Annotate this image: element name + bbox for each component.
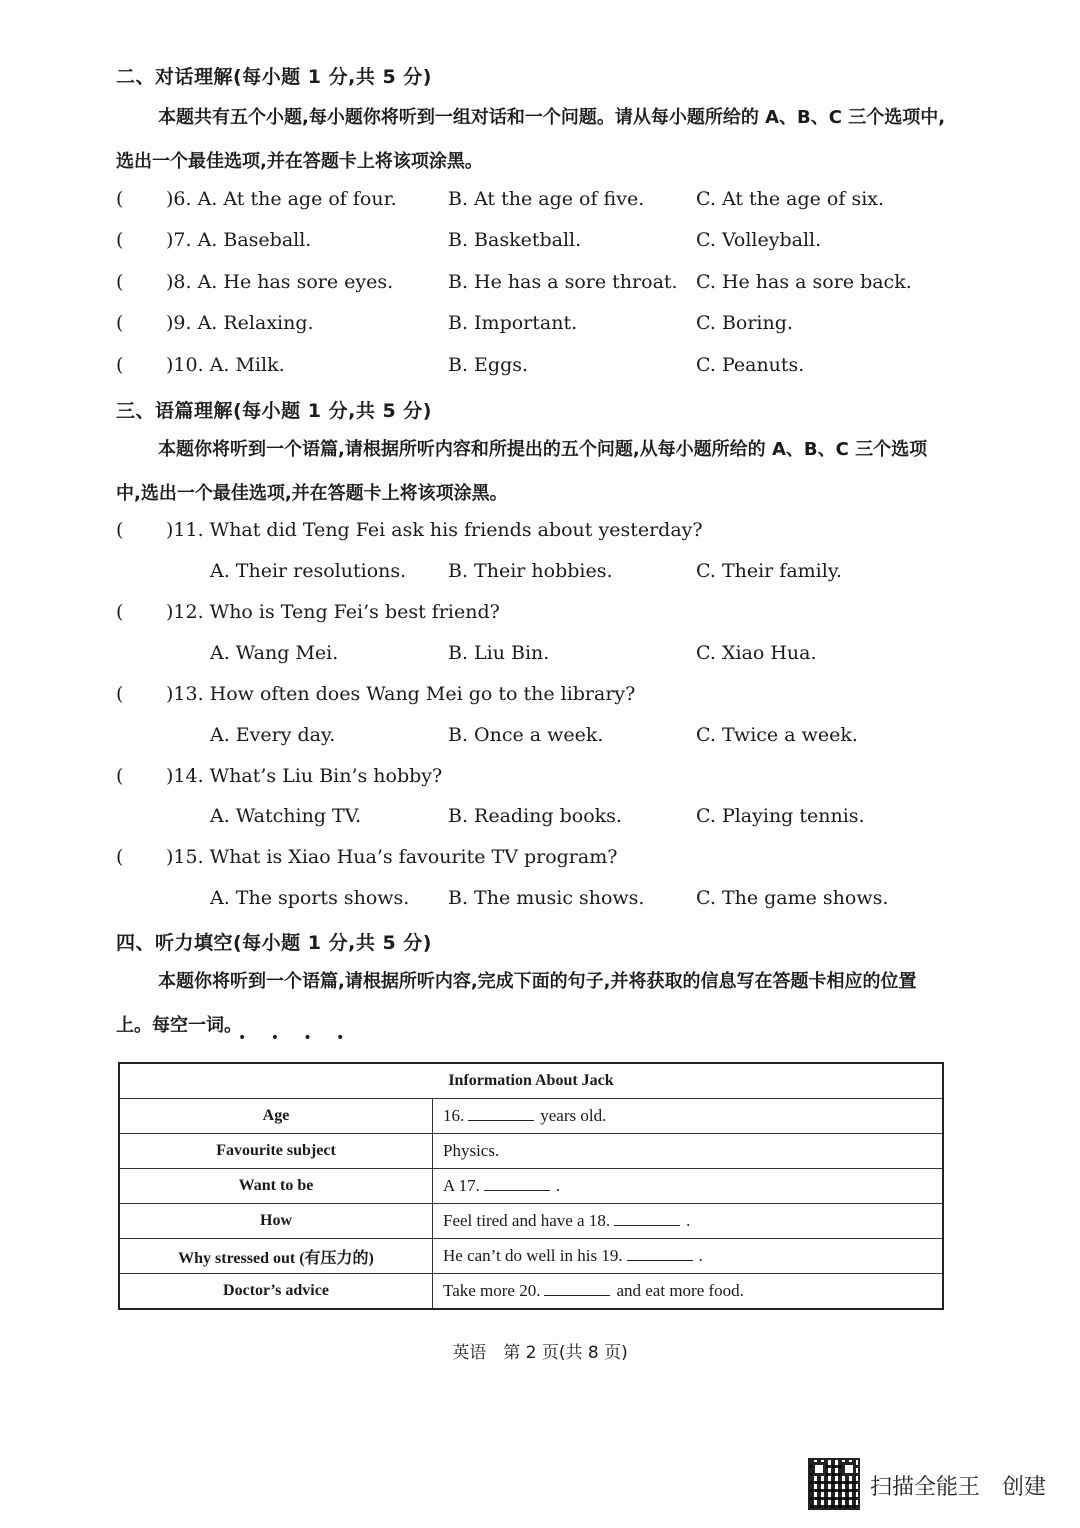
answer-blank-17[interactable]: [484, 1176, 550, 1191]
value-suffix: .: [555, 1176, 561, 1195]
answer-paren[interactable]: (: [116, 312, 124, 334]
option-b: B. Important.: [448, 312, 578, 334]
option-c: C. He has a sore back.: [696, 271, 912, 293]
qr-code-icon: [808, 1458, 860, 1510]
answer-blank-16[interactable]: [468, 1106, 534, 1121]
option-c: C. At the age of six.: [696, 188, 885, 210]
option-c: C. Volleyball.: [696, 229, 822, 251]
option-b: B. Reading books.: [448, 805, 622, 827]
question-14: [116, 765, 956, 795]
value-suffix: years old.: [540, 1106, 607, 1125]
answer-paren[interactable]: (: [116, 846, 124, 868]
option-c: C. Their family.: [696, 560, 843, 582]
row-value: [433, 1134, 944, 1169]
value-prefix: A 17.: [443, 1176, 480, 1195]
row-label: Age: [119, 1099, 433, 1134]
value-prefix: He can’t do well in his 19.: [443, 1246, 623, 1265]
question-12-options: [116, 642, 956, 672]
info-table: [118, 1062, 944, 1310]
option-a: A. Their resolutions.: [210, 560, 407, 582]
row-label: Why stressed out (有压力的): [119, 1239, 433, 1274]
option-b: B. Eggs.: [448, 354, 529, 376]
page-footer: 英语 第 2 页(共 8 页): [452, 1343, 628, 1363]
option-b: B. The music shows.: [448, 887, 645, 909]
table-row: [119, 1274, 943, 1310]
answer-blank-20[interactable]: [544, 1281, 610, 1296]
question-9: [116, 312, 956, 342]
option-a: A. Watching TV.: [210, 805, 362, 827]
table-caption: Information About Jack: [119, 1063, 943, 1099]
question-stem: )12. Who is Teng Fei’s best friend?: [166, 601, 500, 623]
answer-blank-19[interactable]: [627, 1246, 693, 1261]
row-label: Doctor’s advice: [119, 1274, 433, 1310]
answer-paren[interactable]: (: [116, 188, 124, 210]
scanner-watermark: [808, 1458, 1048, 1514]
option-b: B. Liu Bin.: [448, 642, 550, 664]
option-a: A. Every day.: [210, 724, 336, 746]
section-2-instructions: 本题共有五个小题,每小题你将听到一组对话和一个问题。请从每小题所给的 A、B、C 三个选项中,选出一个最佳选项,并在答题卡上将该项涂黑。: [116, 107, 946, 172]
table-row: [119, 1134, 943, 1169]
row-label: Want to be: [119, 1169, 433, 1204]
answer-paren[interactable]: (: [116, 765, 124, 787]
row-value: [433, 1169, 944, 1204]
question-10: [116, 354, 956, 384]
question-stem: )14. What’s Liu Bin’s hobby?: [166, 765, 443, 787]
question-a: )8. A. He has sore eyes.: [166, 271, 394, 293]
row-label: Favourite subject: [119, 1134, 433, 1169]
answer-paren[interactable]: (: [116, 601, 124, 623]
option-c: C. Peanuts.: [696, 354, 805, 376]
option-c: C. Playing tennis.: [696, 805, 865, 827]
question-a: )6. A. At the age of four.: [166, 188, 397, 210]
option-a: A. Wang Mei.: [210, 642, 339, 664]
answer-paren[interactable]: (: [116, 683, 124, 705]
option-b: B. He has a sore throat.: [448, 271, 678, 293]
question-11-options: [116, 560, 956, 590]
section-3-instructions: 本题你将听到一个语篇,请根据所听内容和所提出的五个问题,从每小题所给的 A、B、C 三个选项中,选出一个最佳选项,并在答题卡上将该项涂黑。: [116, 439, 928, 504]
option-b: B. Once a week.: [448, 724, 604, 746]
option-b: B. At the age of five.: [448, 188, 645, 210]
row-value: [433, 1274, 944, 1310]
value-prefix: Feel tired and have a 18.: [443, 1211, 611, 1230]
value-prefix: Take more 20.: [443, 1281, 541, 1300]
answer-blank-18[interactable]: [614, 1211, 680, 1226]
table-row: [119, 1169, 943, 1204]
emphasis-dots: • • • •: [238, 1030, 355, 1046]
question-8: [116, 271, 956, 301]
section-2-title: 二、对话理解(每小题 1 分,共 5 分): [116, 66, 432, 88]
question-15: [116, 846, 956, 876]
question-a: )10. A. Milk.: [166, 354, 285, 376]
option-b: B. Basketball.: [448, 229, 582, 251]
table-row: [119, 1204, 943, 1239]
question-stem: )13. How often does Wang Mei go to the library?: [166, 683, 636, 705]
table-row: [119, 1239, 943, 1274]
answer-paren[interactable]: (: [116, 229, 124, 251]
row-value: [433, 1099, 944, 1134]
question-stem: )11. What did Teng Fei ask his friends about yesterday?: [166, 519, 703, 541]
question-stem: )15. What is Xiao Hua’s favourite TV program?: [166, 846, 618, 868]
answer-paren[interactable]: (: [116, 519, 124, 541]
question-7: [116, 229, 956, 259]
value-suffix: .: [698, 1246, 703, 1265]
watermark-text: 扫描全能王 创建: [870, 1475, 1047, 1500]
option-c: C. Xiao Hua.: [696, 642, 817, 664]
section-3-title: 三、语篇理解(每小题 1 分,共 5 分): [116, 400, 432, 422]
option-c: C. Boring.: [696, 312, 793, 334]
question-13-options: [116, 724, 956, 754]
option-c: C. The game shows.: [696, 887, 889, 909]
value-suffix: .: [686, 1211, 691, 1230]
row-value: [433, 1204, 944, 1239]
option-b: B. Their hobbies.: [448, 560, 613, 582]
question-13: [116, 683, 956, 713]
question-14-options: [116, 805, 956, 835]
question-a: )9. A. Relaxing.: [166, 312, 314, 334]
question-15-options: [116, 887, 956, 917]
value-prefix: Physics.: [443, 1141, 500, 1160]
option-a: A. The sports shows.: [210, 887, 410, 909]
value-suffix: and eat more food.: [616, 1281, 744, 1300]
row-label: How: [119, 1204, 433, 1239]
section-4-title: 四、听力填空(每小题 1 分,共 5 分): [116, 932, 432, 954]
question-6: [116, 188, 956, 218]
question-a: )7. A. Baseball.: [166, 229, 312, 251]
section-4-instructions: 本题你将听到一个语篇,请根据所听内容,完成下面的句子,并将获取的信息写在答题卡相应的位置上。每空一词。: [116, 971, 917, 1036]
question-12: [116, 601, 956, 631]
question-11: [116, 519, 956, 549]
row-value: [433, 1239, 944, 1274]
answer-paren[interactable]: (: [116, 271, 124, 293]
answer-paren[interactable]: (: [116, 354, 124, 376]
option-c: C. Twice a week.: [696, 724, 858, 746]
value-prefix: 16.: [443, 1106, 465, 1125]
table-row: [119, 1099, 943, 1134]
